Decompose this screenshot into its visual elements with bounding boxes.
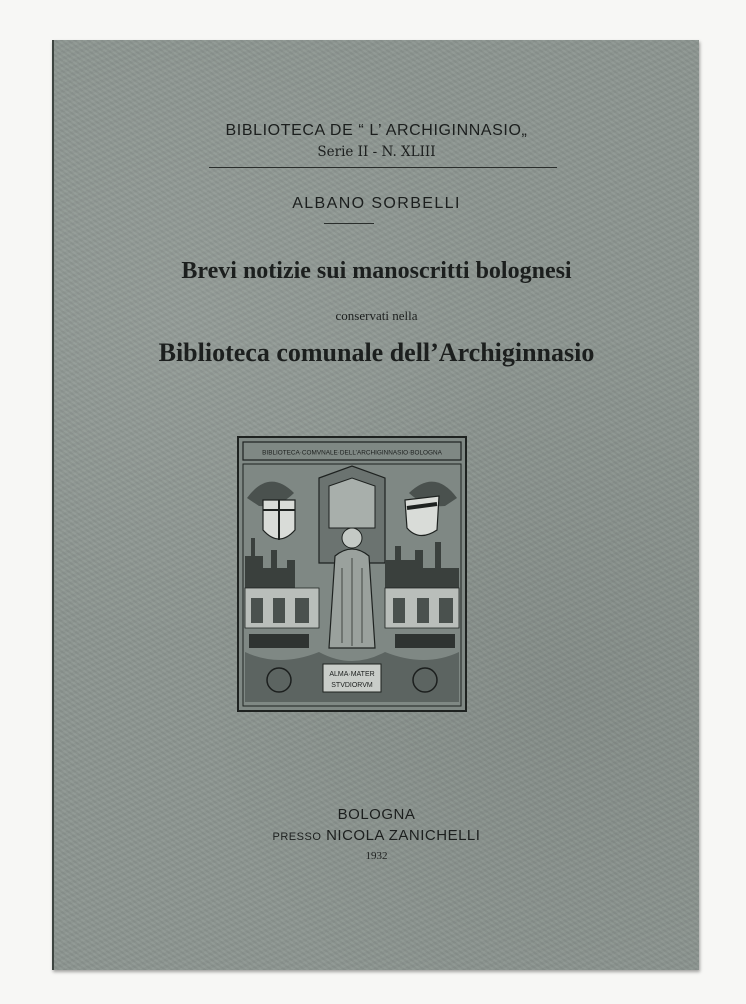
series-number: Serie II - N. XLIII: [317, 144, 436, 160]
left-book: [249, 634, 309, 648]
motto-line-2: STVDIORVM: [331, 682, 373, 689]
series-title: BIBLIOTECA DE “ L’ ARCHIGINNASIO„: [225, 122, 528, 139]
publisher-prefix: PRESSO: [272, 831, 322, 843]
divider-rule: [209, 167, 557, 168]
emblem-banner-text: BIBLIOTECA·COMVNALE·DELL’ARCHIGINNASIO·BOLOGNA: [262, 449, 442, 457]
canopy-arch: [329, 478, 375, 528]
book-cover: [52, 40, 699, 970]
right-shield-icon: [405, 496, 439, 536]
publisher-name: NICOLA ZANICHELLI: [326, 827, 481, 844]
library-emblem-illustration: [237, 436, 467, 712]
publisher-line: [54, 827, 699, 844]
publication-year: 1932: [365, 850, 388, 862]
title-line-2: conservati nella: [335, 308, 418, 323]
short-divider-rule: [324, 223, 374, 224]
title-line-1: Brevi notizie sui manoscritti bolognesi: [181, 258, 572, 284]
author-name: ALBANO SORBELLI: [292, 195, 461, 212]
publication-place: BOLOGNA: [337, 806, 416, 823]
right-city-towers: [385, 542, 459, 588]
motto-line-1: ALMA·MATER: [329, 671, 375, 678]
figure-head: [342, 528, 362, 548]
left-city-towers: [245, 538, 295, 588]
right-book: [395, 634, 455, 648]
title-line-3: Biblioteca comunale dell’Archiginnasio: [158, 338, 595, 367]
emblem-svg: [239, 438, 465, 710]
